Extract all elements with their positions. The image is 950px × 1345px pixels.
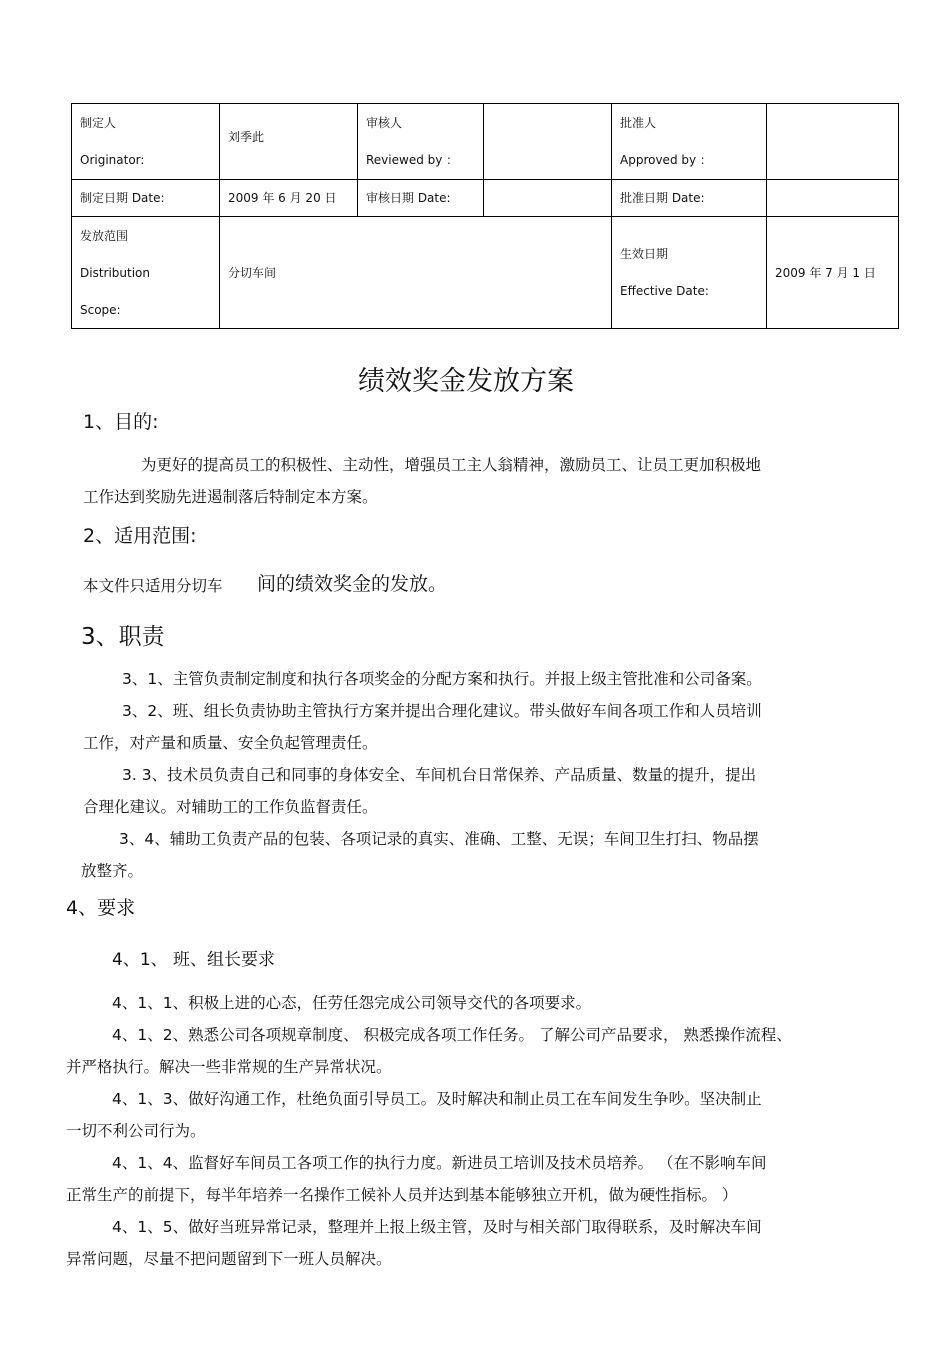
section-3-2-line-2: 工作，对产量和质量、安全负起管理责任。 [83, 734, 378, 752]
section-2-text-b: 间的绩效奖金的发放。 [257, 573, 448, 595]
approver-value-cell [767, 104, 899, 180]
originator-value-cell [220, 104, 358, 180]
section-4-1-heading: 4、1、 班、组长要求 [112, 950, 276, 970]
section-3-3-line-2: 合理化建议。对辅助工的工作负监督责任。 [83, 798, 378, 816]
section-3-4-line-1: 3、4、辅助工负责产品的包装、各项记录的真实、准确、工整、无误；车间卫生打扫、物品摆 [119, 830, 759, 848]
reviewer-label-cell [358, 104, 484, 180]
distribution-label-en-1: Distribution [80, 265, 151, 280]
section-4-1-2-line-1: 4、1、2、熟悉公司各项规章制度、 积极完成各项工作任务。 了解公司产品要求， 熟悉操作流程、 [112, 1026, 792, 1044]
approver-label-en: Approved by ： [620, 153, 712, 167]
effective-value: 2009 年 7 月 1 日 [775, 265, 876, 280]
effective-label-en: Effective Date: [620, 284, 709, 298]
section-1-text-line-2: 工作达到奖励先进遏制落后特制定本方案。 [83, 488, 378, 506]
effective-label-cn: 生效日期 [620, 247, 669, 261]
distribution-label-en-2: Scope: [80, 302, 121, 317]
document-title: 绩效奖金发放方案 [358, 366, 574, 397]
reviewer-label-cn: 审核人 [366, 116, 403, 130]
document-control-table [71, 103, 899, 329]
section-4-1-3-line-2: 一切不利公司行为。 [66, 1122, 206, 1140]
effective-label-cell [612, 217, 767, 329]
section-1-text-line-1: 为更好的提高员工的积极性、主动性，增强员工主人翁精神，激励员工、让员工更加积极地 [141, 456, 762, 474]
distribution-value-cell [220, 217, 612, 329]
section-2-heading: 2、适用范围: [83, 525, 197, 547]
distribution-label-cn: 发放范围 [80, 228, 129, 243]
review-date-label: 审核日期 Date: [366, 191, 451, 205]
reviewer-value-cell [484, 104, 612, 180]
approver-label-cell [612, 104, 767, 180]
effective-value-cell [767, 217, 899, 329]
distribution-label-cell [72, 217, 220, 329]
approve-date-label-cell [612, 180, 767, 217]
date-label: 制定日期 Date: [80, 191, 165, 205]
section-4-1-5-line-2: 异常问题，尽量不把问题留到下一班人员解决。 [66, 1250, 392, 1268]
section-3-4-line-2: 放整齐。 [81, 862, 144, 880]
date-label-cell [72, 180, 220, 217]
section-4-1-3-line-1: 4、1、3、做好沟通工作，杜绝负面引导员工。及时解决和制止员工在车间发生争吵。坚决制止 [112, 1090, 762, 1108]
section-4-1-4-line-2: 正常生产的前提下，每半年培养一名操作工候补人员并达到基本能够独立开机，做为硬性指标。 ） [66, 1186, 738, 1204]
section-4-heading: 4、要求 [66, 897, 136, 919]
originator-label-cell [72, 104, 220, 180]
section-2-text-a: 本文件只适用分切车 [83, 577, 223, 595]
date-value-cell [220, 180, 358, 217]
review-date-value-cell [484, 180, 612, 217]
section-4-1-5-line-1: 4、1、5、做好当班异常记录，整理并上报上级主管，及时与相关部门取得联系，及时解决车间 [112, 1218, 762, 1236]
distribution-value: 分切车间 [228, 265, 277, 280]
section-4-1-1: 4、1、1、积极上进的心态，任劳任怨完成公司领导交代的各项要求。 [112, 994, 592, 1012]
approve-date-label: 批准日期 Date: [620, 191, 705, 205]
date-value: 2009 年 6 月 20 日 [228, 191, 337, 205]
section-3-3-line-1: 3. 3、技术员负责自己和同事的身体安全、车间机台日常保养、产品质量、数量的提升，提出 [122, 766, 757, 784]
originator-label-en: Originator: [80, 153, 145, 167]
section-4-1-4-line-1: 4、1、4、监督好车间员工各项工作的执行力度。新进员工培训及技术员培养。 （在不影响车间 [112, 1154, 767, 1172]
section-3-1: 3、1、主管负责制定制度和执行各项奖金的分配方案和执行。并报上级主管批准和公司备案。 [122, 670, 762, 688]
section-3-heading: 3、职责 [81, 624, 165, 650]
approve-date-value-cell [767, 180, 899, 217]
approver-label-cn: 批准人 [620, 116, 657, 130]
review-date-label-cell [358, 180, 484, 217]
originator-value: 刘季此 [228, 129, 265, 144]
originator-label-cn: 制定人 [80, 116, 117, 130]
section-3-2-line-1: 3、2、班、组长负责协助主管执行方案并提出合理化建议。带头做好车间各项工作和人员培训 [122, 702, 762, 720]
reviewer-label-en: Reviewed by ： [366, 153, 459, 167]
section-4-1-2-line-2: 并严格执行。解决一些非常规的生产异常状况。 [66, 1058, 392, 1076]
section-1-heading: 1、目的: [83, 411, 159, 433]
